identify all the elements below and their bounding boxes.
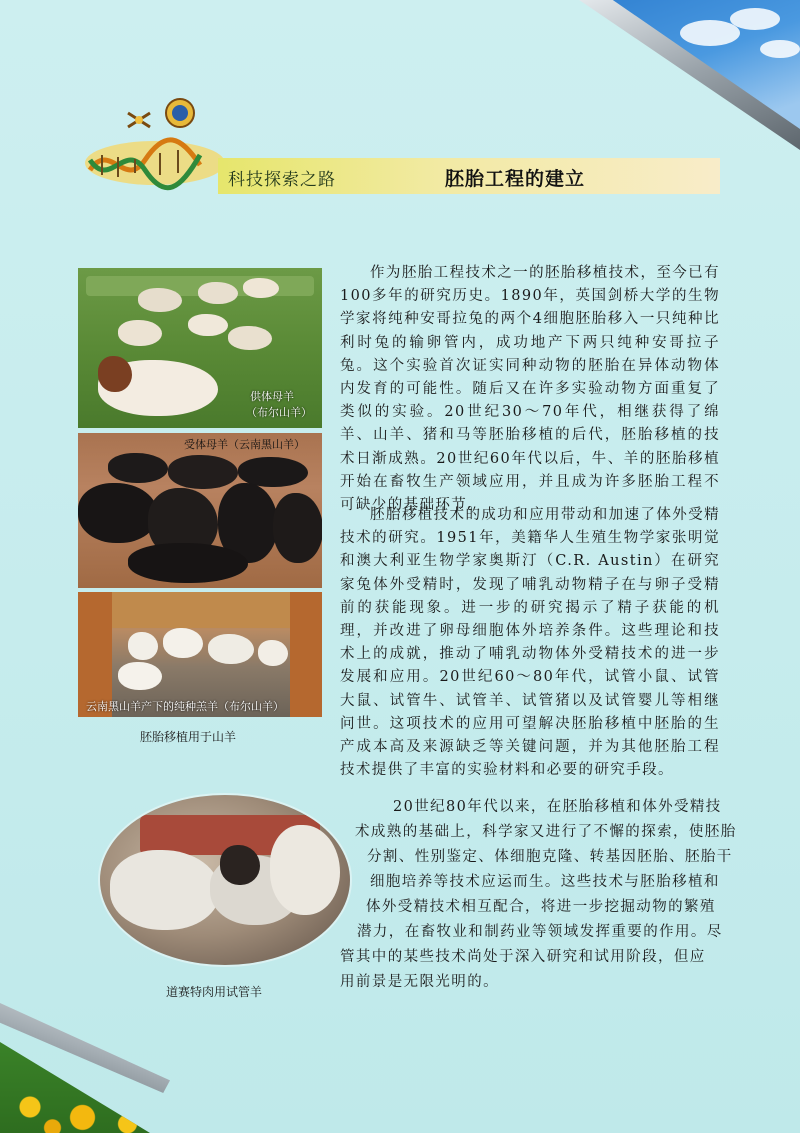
- photo-recipient-goats: [78, 433, 322, 588]
- photo-label-donor-line2: （布尔山羊）: [246, 406, 312, 419]
- paragraph-embryo-transfer: [340, 262, 720, 517]
- paragraph-1-text: 作为胚胎工程技术之一的胚胎移植技术，至今已有100多年的研究历史。1890年，英国剑桥大学的生物学家将纯种安哥拉兔的两个4细胞胚胎移入一只纯种比利时兔的输卵管内，成功地产下两只纯种安哥拉子兔。这个实验首次证实同种动物的胚胎在异体动物体内发育的可能性。随后又在许多实验动物方面重复了类似的实验。20世纪30～70年代，相继获得了绵羊、山羊、猪和马等胚胎移植的后代，胚胎移植的技术日渐成熟。20世纪60年代以后，牛、羊的胚胎移植开始在畜牧生产领域应用，并且成为许多胚胎工程不可缺少的基础环节。: [340, 265, 720, 514]
- paragraph-3-line: 术成熟的基础上，科学家又进行了不懈的探索，使胚胎: [355, 824, 737, 840]
- caption-test-tube-sheep: 道赛特肉用试管羊: [166, 985, 263, 999]
- dna-logo-icon: [80, 95, 230, 195]
- section-label: 科技探索之路: [228, 170, 336, 190]
- paragraph-3-line: 细胞培养等技术应运而生。这些技术与胚胎移植和: [370, 874, 720, 890]
- photo-kids-goats: [78, 592, 322, 717]
- paragraph-3-line: 管其中的某些技术尚处于深入研究和试用阶段，但应: [340, 949, 706, 965]
- paragraph-3-line: 用前景是无限光明的。: [340, 974, 499, 990]
- photo-test-tube-sheep: [100, 795, 350, 965]
- paragraph-3-line: 分割、性别鉴定、体细胞克隆、转基因胚胎、胚胎干: [367, 849, 733, 865]
- paragraph-3-line: 体外受精技术相互配合，将进一步挖掘动物的繁殖: [366, 899, 716, 915]
- photo-label-donor-line1: 供体母羊: [250, 390, 294, 403]
- page-title: 胚胎工程的建立: [445, 168, 586, 190]
- paragraph-3-line: 潜力，在畜牧业和制药业等领域发挥重要的作用。尽: [357, 924, 723, 940]
- photo-donor-goats: [78, 268, 322, 428]
- photo-label-recipient: 受体母羊（云南黑山羊）: [184, 438, 305, 451]
- photo-label-kids: 云南黑山羊产下的纯种羔羊（布尔山羊）: [86, 700, 284, 713]
- paragraph-in-vitro-fertilization: [340, 504, 720, 782]
- paragraph-2-text: 胚胎移植技术的成功和应用带动和加速了体外受精技术的研究。1951年，美籍华人生殖生物学家张明觉和澳大利亚生物学家奥斯汀（C.R. Austin）在研究家兔体外受精时，发现了哺乳动物精子在与卵子受精前的获能现象。进一步的研究揭示了精子获能的机理，并改进了卵母细胞体外培养条件。这些理论和技术上的成就，推动了哺乳动物体外受精技术的进一步发展和应用。20世纪60～80年代，试管小鼠、试管大鼠、试管牛、试管羊、试管猪以及试管婴儿等相继问世。这项技术的应用可望解决胚胎移植中胚胎的生产成本高及来源缺乏等关键问题，并为其他胚胎工程技术提供了丰富的实验材料和必要的研究手段。: [340, 507, 720, 779]
- paragraph-3-line: 20世纪80年代以来，在胚胎移植和体外受精技: [393, 799, 722, 815]
- caption-goat-transfer: 胚胎移植用于山羊: [140, 730, 237, 744]
